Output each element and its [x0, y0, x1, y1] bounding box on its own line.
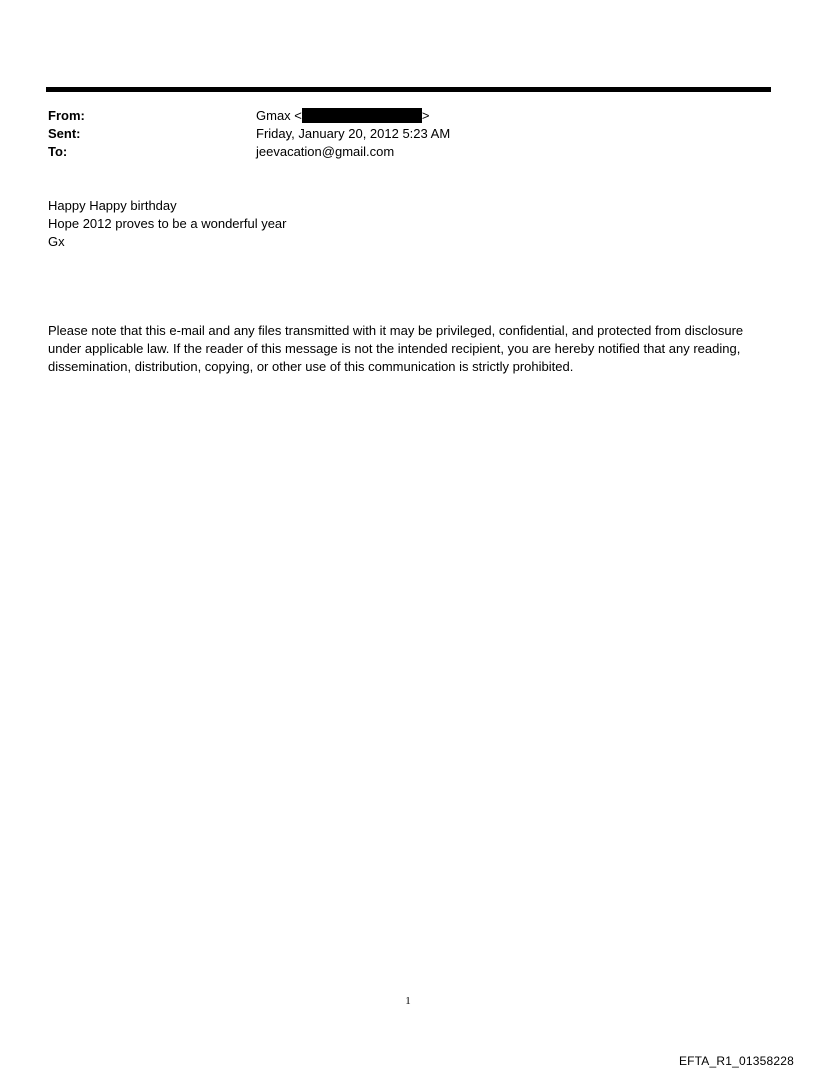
to-row — [48, 143, 748, 161]
from-name: Gmax < — [256, 108, 302, 123]
sent-row — [48, 125, 748, 143]
header-divider — [46, 87, 771, 92]
from-value — [256, 107, 429, 125]
from-row — [48, 107, 748, 125]
message-line: Hope 2012 proves to be a wonderful year — [48, 216, 287, 231]
redaction-box — [302, 108, 422, 123]
from-close-bracket: > — [421, 108, 430, 123]
sent-value: Friday, January 20, 2012 5:23 AM — [256, 126, 451, 141]
message-line: Gx — [48, 234, 65, 249]
sent-label: Sent: — [48, 126, 81, 141]
to-label: To: — [48, 144, 68, 159]
message-line: Happy Happy birthday — [48, 198, 177, 213]
from-label: From: — [48, 108, 85, 123]
confidentiality-disclaimer: Please note that this e-mail and any files transmitted with it may be privileged, confidential, and protected from disclosure under applicable law. If the reader of this message is not the intended recipient, you are hereby notified that any reading, dissemination, distribution, copying, or other use of this communication is strictly prohibited. — [48, 323, 744, 374]
bates-number: EFTA_R1_01358228 — [678, 1054, 794, 1068]
page-number: 1 — [405, 995, 411, 1007]
to-value: jeevacation@gmail.com — [256, 144, 395, 159]
